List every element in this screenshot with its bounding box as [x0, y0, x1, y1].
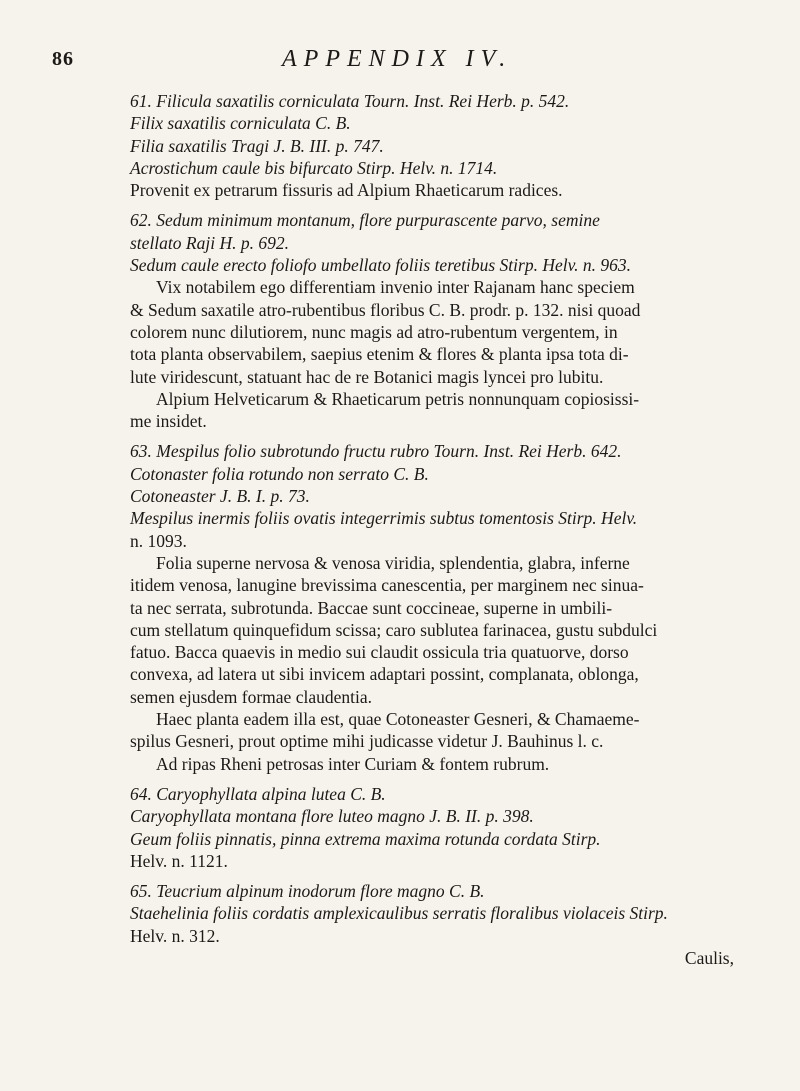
entry-63 [130, 440, 770, 774]
prose-line: Vix notabilem ego differentiam invenio inter Rajanam hanc speciem [156, 277, 635, 298]
prose-line: Alpium Helveticarum & Rhaeticarum petris nonnunquam copiosissi- [156, 388, 640, 409]
synonym-line: Mespilus inermis foliis ovatis integerrimis subtus tomentosis Stirp. Helv. [130, 508, 638, 529]
synonym-line: Geum foliis pinnatis, pinna extrema maxima rotunda cordata Stirp. [130, 828, 601, 849]
entry-heading: 65. Teucrium alpinum inodorum flore magno C. B. [130, 881, 485, 902]
entry-64 [130, 783, 770, 872]
synonym-line: Cotoneaster J. B. I. p. 73. [130, 486, 310, 507]
synonym-line: stellato Raji H. p. 692. [130, 232, 289, 253]
prose-line: Ad ripas Rheni petrosas inter Curiam & fontem rubrum. [156, 753, 550, 774]
synonym-line: Filix saxatilis corniculata C. B. [130, 113, 351, 134]
entry-heading: 61. Filicula saxatilis corniculata Tourn. Inst. Rei Herb. p. 542. [130, 91, 570, 111]
prose-line: colorem nunc dilutiorem, nunc magis ad atro-rubentum vergentem, in [130, 321, 618, 342]
prose-line: & Sedum saxatile atro-rubentibus floribus C. B. prodr. p. 132. nisi quoad [130, 299, 641, 320]
prose-line: Provenit ex petrarum fissuris ad Alpium Rhaeticarum radices. [130, 180, 563, 201]
prose-line: Haec planta eadem illa est, quae Cotoneaster Gesneri, & Chamaeme- [156, 709, 640, 730]
synonym-line: Helv. n. 312. [130, 925, 220, 946]
entry-65 [130, 880, 770, 969]
page-number: 86 [52, 48, 74, 70]
prose-line: convexa, ad latera ut sibi invicem adaptari possint, complanata, oblonga, [130, 664, 639, 685]
prose-line: Folia superne nervosa & venosa viridia, splendentia, glabra, inferne [156, 552, 630, 573]
running-head: APPENDIX IV. [282, 46, 513, 72]
synonym-line: Caryophyllata montana flore luteo magno J. B. II. p. 398. [130, 806, 534, 827]
page-header [52, 46, 752, 82]
page-body [130, 90, 770, 969]
prose-line: itidem venosa, lanugine brevissima canescentia, per marginem nec sinua- [130, 575, 644, 596]
prose-line: fatuo. Bacca quaevis in medio sui claudit ossicula tria quatuorve, dorso [130, 642, 629, 663]
synonym-line: Acrostichum caule bis bifurcato Stirp. Helv. n. 1714. [130, 157, 498, 178]
prose-line: me insidet. [130, 411, 207, 432]
entry-heading: 63. Mespilus folio subrotundo fructu rubro Tourn. Inst. Rei Herb. 642. [130, 441, 622, 462]
entry-61 [130, 90, 770, 201]
prose-line: tota planta observabilem, saepius etenim & flores & planta ipsa tota di- [130, 344, 629, 365]
prose-line: cum stellatum quinquefidum scissa; caro sublutea farinacea, gustu subdulci [130, 619, 658, 640]
entry-62 [130, 209, 770, 432]
synonym-line: Sedum caule erecto foliofo umbellato foliis teretibus Stirp. Helv. n. 963. [130, 255, 631, 276]
catchword: Caulis, [684, 947, 734, 968]
synonym-line: Cotonaster folia rotundo non serrato C. B. [130, 463, 429, 484]
prose-line: semen ejusdem formae claudentia. [130, 686, 372, 707]
synonym-line: Filia saxatilis Tragi J. B. III. p. 747. [130, 135, 384, 156]
prose-line: spilus Gesneri, prout optime mihi judicasse videtur J. Bauhinus l. c. [130, 731, 604, 752]
synonym-line: Helv. n. 1121. [130, 850, 228, 871]
prose-line: ta nec serrata, subrotunda. Baccae sunt coccineae, superne in umbili- [130, 597, 613, 618]
synonym-line: n. 1093. [130, 530, 187, 551]
synonym-line: Staehelinia foliis cordatis amplexicaulibus serratis floralibus violaceis Stirp. [130, 903, 668, 924]
prose-line: lute viridescunt, statuant hac de re Botanici magis lyncei pro lubitu. [130, 366, 604, 387]
entry-heading: 62. Sedum minimum montanum, flore purpurascente parvo, semine [130, 210, 600, 231]
entry-heading: 64. Caryophyllata alpina lutea C. B. [130, 783, 386, 804]
